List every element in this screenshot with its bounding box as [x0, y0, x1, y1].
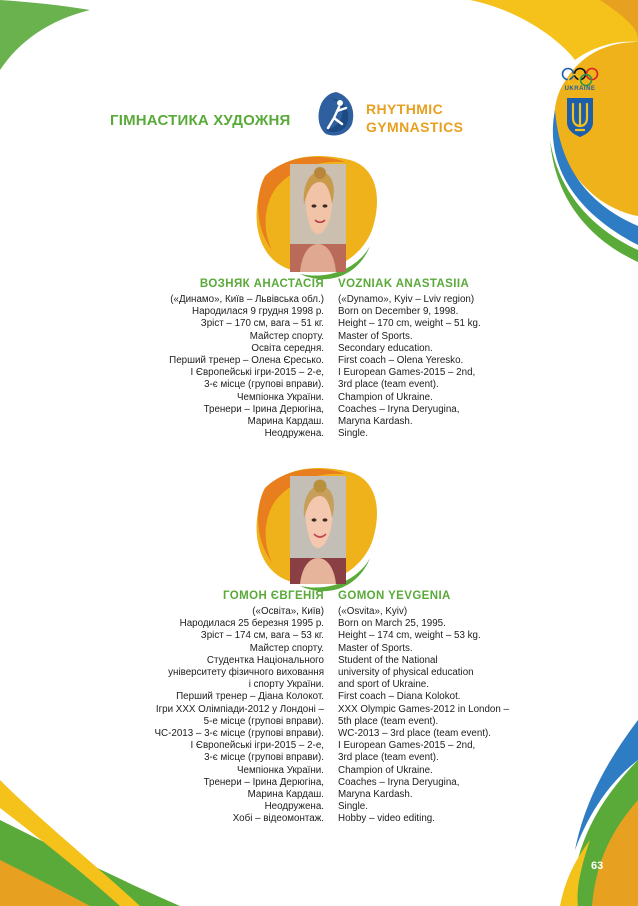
bio-line: I Європейські ігри-2015 – 2-е, [190, 367, 324, 379]
bio-line: Single. [338, 801, 368, 813]
athlete-photo [290, 164, 346, 272]
bio-line: («Osvita», Kyiv) [338, 606, 408, 617]
bio-line: First coach – Diana Kolokot. [338, 691, 461, 703]
bio-line: I European Games-2015 – 2nd, [338, 367, 476, 379]
bio-line: Зріст – 174 см, вага – 53 кг. [200, 630, 324, 642]
bio-line: Хобі – відеомонтаж. [232, 813, 324, 825]
bio-line: і спорту України. [248, 679, 324, 691]
bio-line: Майстер спорту. [249, 642, 324, 654]
page-number: 63 [591, 860, 604, 872]
athlete-name-ua: ВОЗНЯК АНАСТАСІЯ [199, 278, 324, 290]
bio-line: 3-є місце (групові вправи). [204, 379, 324, 391]
bio-line: 3rd place (team event). [338, 752, 439, 764]
athlete-bio-en [338, 294, 481, 440]
athlete-bio-en [338, 606, 509, 826]
bio-line: Maryna Kardash. [338, 789, 413, 801]
bio-line: Master of Sports. [338, 330, 413, 342]
bio-line: Single. [338, 428, 368, 440]
bio-line: Народилася 9 грудня 1998 р. [192, 306, 324, 318]
bio-line: Maryna Kardash. [338, 416, 413, 428]
bio-line: університету фізичного виховання [168, 667, 324, 679]
bio-line: Hobby – video editing. [338, 813, 435, 825]
bio-line: Майстер спорту. [249, 330, 324, 342]
bio-line: 5th place (team event). [338, 715, 439, 727]
bio-line: Ігри XXX Олімпіади-2012 у Лондоні – [155, 703, 324, 715]
bio-line: Народилася 25 березня 1995 р. [179, 618, 324, 630]
athlete-name-en: GOMON YEVGENIA [338, 590, 451, 602]
bio-line: («Динамо», Київ – Львівська обл.) [170, 294, 324, 305]
bio-line: Coaches – Iryna Deryugina, [338, 776, 460, 788]
olympic-rings-icon [560, 66, 600, 88]
bio-line: and sport of Ukraine. [338, 679, 429, 691]
bio-line: WC-2013 – 3rd place (team event). [338, 728, 492, 740]
bio-line: Неодружена. [264, 801, 324, 813]
bio-line: 3rd place (team event). [338, 379, 439, 391]
sport-title-en-line1: RHYTHMIC [366, 101, 444, 117]
bio-line: Master of Sports. [338, 642, 413, 654]
trident-icon [565, 96, 595, 138]
bio-line: First coach – Olena Yeresko. [338, 355, 464, 367]
bio-line: («Освіта», Київ) [252, 606, 324, 617]
bio-line: Чемпіонка України. [236, 764, 324, 776]
bio-line: Height – 170 cm, weight – 51 kg. [338, 318, 481, 330]
bio-line: Зріст – 170 см, вага – 51 кг. [200, 318, 324, 330]
country-label: UKRAINE [564, 86, 596, 92]
athlete-bio-ua [169, 294, 324, 440]
rhythmic-gymnastics-icon [316, 90, 356, 138]
bio-line: Марина Кардаш. [247, 789, 324, 801]
athlete-bio-ua [155, 606, 324, 826]
athlete-photo [290, 476, 346, 584]
athlete-name-en: VOZNIAK ANASTASIIA [338, 278, 470, 290]
bio-line: Secondary education. [338, 342, 433, 354]
bio-line: Champion of Ukraine. [338, 764, 433, 776]
bio-line: Перший тренер – Олена Єресько. [169, 355, 324, 367]
bio-line: Height – 174 cm, weight – 53 kg. [338, 630, 481, 642]
bio-line: 5-е місце (групові вправи). [203, 715, 324, 727]
bio-line: ЧС-2013 – 3-є місце (групові вправи). [154, 728, 324, 740]
bio-line: university of physical education [338, 667, 474, 679]
bio-line: Born on March 25, 1995. [338, 618, 446, 630]
sport-title-en-line2: GYMNASTICS [366, 119, 464, 135]
bio-line: 3-є місце (групові вправи). [204, 752, 324, 764]
bio-line: Неодружена. [264, 428, 324, 440]
bio-line: Champion of Ukraine. [338, 391, 433, 403]
bio-line: Born on December 9, 1998. [338, 306, 459, 318]
bio-line: XXX Olympic Games-2012 in London – [338, 703, 509, 715]
bio-line: I Європейські ігри-2015 – 2-е, [190, 740, 324, 752]
bio-line: Студентка Національного [206, 654, 324, 666]
bio-line: Освіта середня. [251, 342, 324, 354]
bio-line: Перший тренер – Діана Колокот. [176, 691, 324, 703]
bio-line: Чемпіонка України. [236, 391, 324, 403]
sport-title-ua: ГІМНАСТИКА ХУДОЖНЯ [110, 112, 291, 129]
athlete-name-ua: ГОМОН ЄВГЕНІЯ [223, 590, 324, 602]
bio-line: Марина Кардаш. [247, 416, 324, 428]
bio-line: I European Games-2015 – 2nd, [338, 740, 476, 752]
sport-title-en [366, 100, 463, 136]
bio-line: Тренери – Ірина Дерюгіна, [203, 776, 324, 788]
bio-line: Coaches – Iryna Deryugina, [338, 403, 460, 415]
bio-line: («Dynamo», Kyiv – Lviv region) [338, 294, 475, 305]
bio-line: Тренери – Ірина Дерюгіна, [203, 403, 324, 415]
bio-line: Student of the National [338, 654, 438, 666]
